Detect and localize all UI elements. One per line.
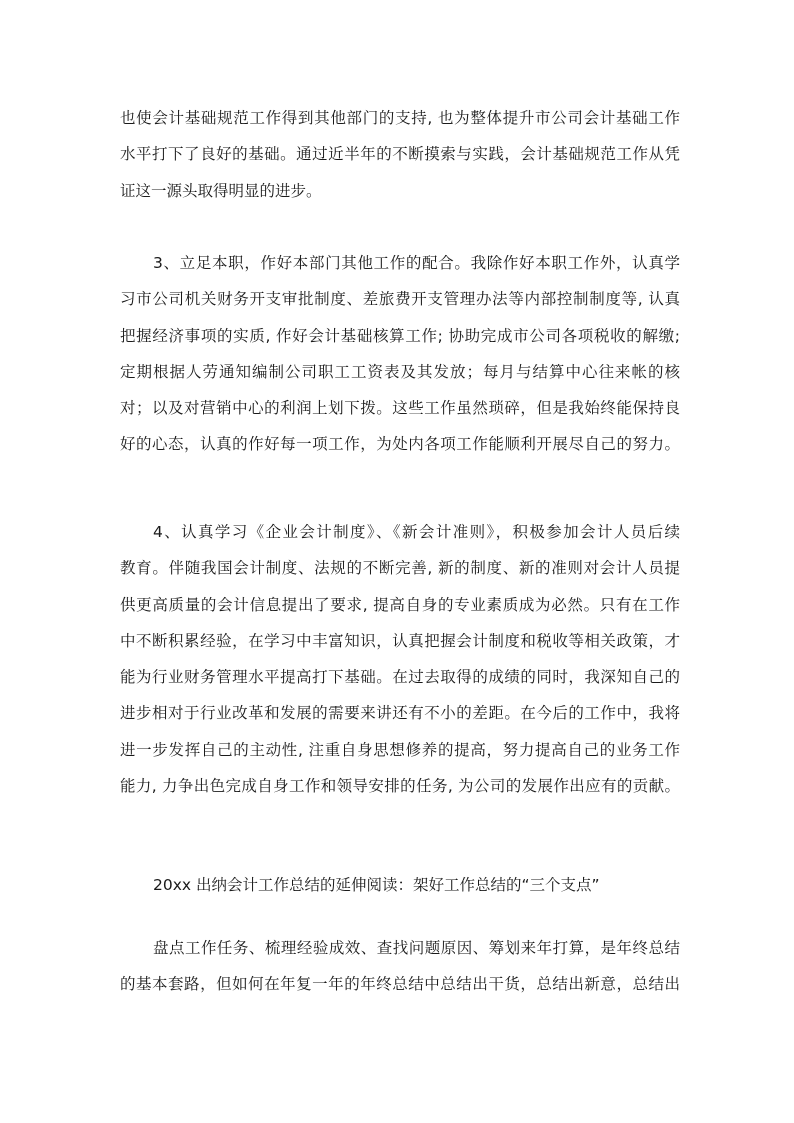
text-line: 4、认真学习《企业会计制度》、《新会计准则》，积极参加会计人员后续 bbox=[153, 523, 680, 541]
paragraph-continuation bbox=[120, 100, 680, 209]
text-line: 也使会计基础规范工作得到其他部门的支持, 也为整体提升市公司会计基础工作 bbox=[120, 109, 680, 127]
extended-reading-heading bbox=[120, 867, 680, 903]
text-line: 盘点工作任务、梳理经验成效、查找问题原因、筹划来年打算，是年终总结 bbox=[153, 939, 680, 957]
text-line: 20xx 出纳会计工作总结的延伸阅读：架好工作总结的“三个支点” bbox=[153, 876, 600, 894]
text-line: 进一步发挥自己的主动性, 注重自身思想修养的提高，努力提高自己的业务工作 bbox=[120, 740, 680, 759]
text-line: 对；以及对营销中心的利润上划下拨。这些工作虽然琐碎，但是我始终能保持良 bbox=[120, 399, 680, 418]
text-line: 中不断积累经验，在学习中丰富知识，认真把握会计制度和税收等相关政策，才 bbox=[120, 631, 680, 650]
text-line: 能力, 力争出色完成自身工作和领导安排的任务, 为公司的发展作出应有的贡献。 bbox=[120, 777, 680, 796]
text-line: 能为行业财务管理水平提高打下基础。在过去取得的成绩的同时，我深知自己的 bbox=[120, 668, 680, 687]
paragraph-item-4 bbox=[120, 514, 680, 804]
text-line: 教育。伴随我国会计制度、法规的不断完善, 新的制度、新的准则对会计人员提 bbox=[120, 559, 680, 578]
paragraph-item-3 bbox=[120, 245, 680, 463]
text-line: 的基本套路，但如何在年复一年的年终总结中总结出干货，总结出新意，总结出 bbox=[120, 975, 680, 994]
text-line: 好的心态，认真的作好每一项工作，为处内各项工作能顺利开展尽自己的努力。 bbox=[120, 435, 680, 454]
paragraph-summary-intro bbox=[120, 930, 680, 1003]
text-line: 把握经济事项的实质, 作好会计基础核算工作; 协助完成市公司各项税收的解缴; bbox=[120, 326, 680, 345]
text-line: 证这一源头取得明显的进步。 bbox=[120, 181, 322, 200]
text-line: 3、立足本职，作好本部门其他工作的配合。我除作好本职工作外，认真学 bbox=[153, 254, 680, 272]
text-line: 供更高质量的会计信息提出了要求, 提高自身的专业素质成为必然。只有在工作 bbox=[120, 595, 680, 614]
text-line: 水平打下了良好的基础。通过近半年的不断摸索与实践，会计基础规范工作从凭 bbox=[120, 145, 680, 164]
text-line: 定期根据人劳通知编制公司职工工资表及其发放；每月与结算中心往来帐的核 bbox=[120, 362, 680, 381]
text-line: 进步相对于行业改革和发展的需要来讲还有不小的差距。在今后的工作中，我将 bbox=[120, 704, 680, 723]
text-line: 习市公司机关财务开支审批制度、差旅费开支管理办法等内部控制制度等, 认真 bbox=[120, 290, 680, 309]
